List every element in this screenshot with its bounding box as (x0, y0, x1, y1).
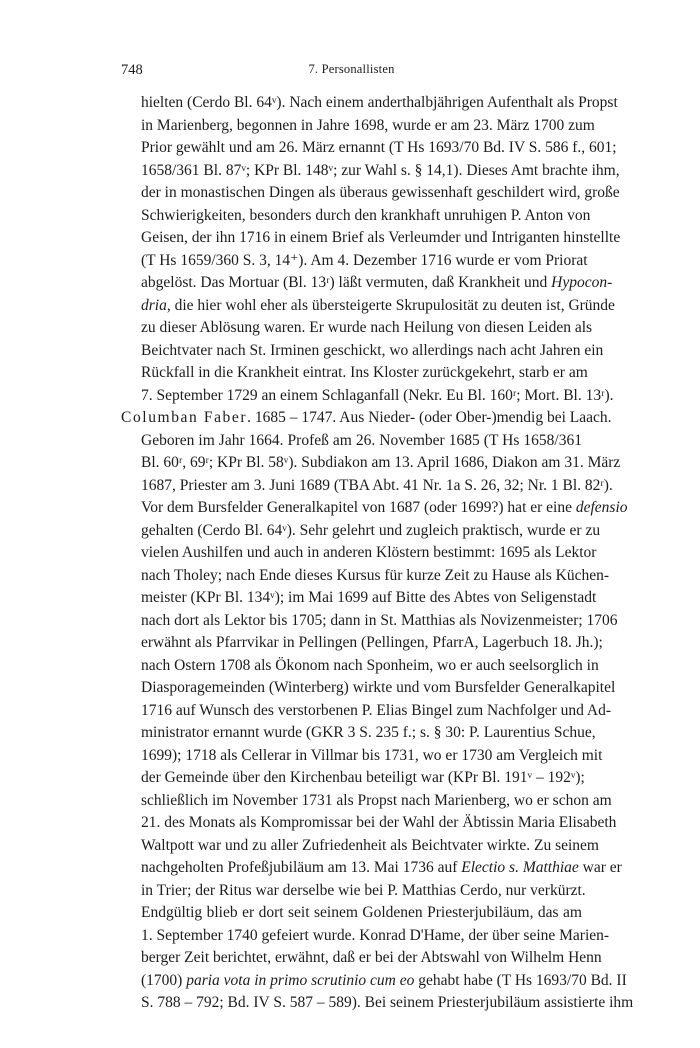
text-segment: Geboren im Jahr 1664. Profeß am 26. November 1685 (T Hs 1658/361 (141, 431, 582, 449)
text-line (121, 857, 622, 880)
text-segment: 1687, Priester am 3. Juni 1689 (TBA Abt. 41 Nr. 1a S. 26, 32; Nr. 1 Bl. 82ʳ). (141, 476, 613, 494)
text-line (121, 520, 601, 543)
text-line (121, 970, 627, 993)
text-line (121, 250, 588, 273)
text-line (121, 340, 604, 363)
text-segment: meister (KPr Bl. 134ᵛ); im Mai 1699 auf Bitte des Abtes von Seligenstadt (141, 589, 597, 606)
text-segment: nach Ostern 1708 als Ökonom nach Sponheim, wo er auch seelsorglich in (141, 656, 599, 674)
text-segment: , die hier wohl eher als übersteigerte Skrupulosität zu deuten ist, Gründe (166, 296, 615, 314)
text-line (121, 182, 620, 205)
text-segment: berger Zeit berichtet, erwähnt, daß er bei der Abtswahl von Wilhelm Henn (141, 949, 602, 966)
text-segment: 7. September 1729 an einem Schlaganfall (Nekr. Eu Bl. 160ʳ; Mort. Bl. 13ʳ). (141, 386, 614, 404)
text-segment: gehabt habe (T Hs 1693/70 Bd. II (414, 971, 627, 989)
text-segment: 21. des Monats als Kompromissar bei der Wahl der Äbtissin Maria Elisabeth (141, 814, 617, 831)
text-line (121, 205, 591, 228)
text-segment: gehalten (Cerdo Bl. 64ᵛ). Sehr gelehrt und zugleich praktisch, wurde er zu (141, 521, 601, 539)
text-segment: Beichtvater nach St. Irminen geschickt, wo allerdings nach acht Jahren ein (141, 341, 604, 359)
text-line (121, 880, 586, 903)
text-segment: abgelöst. Das Mortuar (Bl. 13ʳ) läßt vermuten, daß Krankheit und (141, 274, 552, 291)
text-line (121, 475, 613, 498)
text-line (121, 655, 599, 678)
text-segment: vielen Aushilfen und auch in anderen Klöstern bestimmt: 1695 als Lektor (141, 544, 597, 561)
text-line (121, 362, 588, 385)
italic-text: Hypocon- (551, 274, 613, 291)
text-segment: nach Tholey; nach Ende dieses Kursus für kurze Zeit zu Hause als Küchen- (141, 566, 609, 584)
text-line (121, 722, 596, 745)
text-line (121, 385, 614, 408)
text-line (121, 430, 582, 453)
text-line (121, 542, 597, 565)
text-line (121, 227, 621, 250)
text-segment: Waltpott war und zu aller Zufriedenheit als Beichtvater wirkte. Zu seinem (141, 836, 599, 854)
italic-text: Electio s. Matthiae (461, 859, 579, 876)
text-segment: S. 788 – 792; Bd. IV S. 587 – 589). Bei seinem Priesterjubiläum assistierte ihm (141, 994, 634, 1011)
text-segment: 1716 auf Wunsch des verstorbenen P. Elias Bingel zum Nachfolger und Ad- (141, 701, 612, 719)
text-line (121, 790, 612, 813)
italic-text: dria (141, 296, 167, 314)
text-segment: Endgültig blieb er dort seit seinem Goldenen Priesterjubiläum, das am (141, 904, 582, 921)
text-segment: in Marienberg, begonnen in Jahre 1698, wurde er am 23. März 1700 zum (141, 116, 595, 134)
text-segment: schließlich im November 1731 als Propst nach Marienberg, wo er schon am (141, 791, 612, 809)
italic-text: defensio (575, 499, 628, 516)
text-segment: 1. September 1740 gefeiert wurde. Konrad D'Hame, der über seine Marien- (141, 926, 610, 944)
text-line (121, 745, 603, 768)
text-line (121, 610, 618, 633)
text-line (121, 812, 617, 835)
text-segment: . 1685 – 1747. Aus Nieder- (oder Ober-)mendig bei Laach. (247, 409, 612, 426)
running-head (121, 62, 582, 80)
text-line (121, 407, 612, 430)
text-segment: zu dieser Ablösung waren. Er wurde nach Heilung von diesen Leiden als (141, 319, 593, 336)
text-segment: Rückfall in die Krankheit eintrat. Ins Kloster zurückgekehrt, starb er am (141, 364, 588, 381)
text-line (121, 115, 595, 138)
text-line (121, 587, 597, 610)
text-line (121, 295, 615, 318)
body-text (121, 92, 634, 1015)
text-segment: war er (578, 859, 622, 876)
text-line (121, 452, 621, 475)
text-segment: Diasporagemeinden (Winterberg) wirkte und vom Bursfelder Generalkapitel (141, 679, 616, 696)
text-line (121, 947, 602, 970)
text-segment: Bl. 60ʳ, 69ʳ; KPr Bl. 58ᵛ). Subdiakon am 13. April 1686, Diakon am 31. März (141, 454, 621, 471)
text-line (121, 92, 618, 115)
text-segment: nachgeholten Profeßjubiläum am 13. Mai 1736 auf (141, 859, 462, 876)
text-line (121, 902, 582, 925)
text-segment: in Trier; der Ritus war derselbe wie bei P. Matthias Cerdo, nur verkürzt. (141, 881, 586, 899)
italic-text: paria vota in primo scrutinio cum eo (186, 971, 415, 989)
text-segment: Vor dem Bursfelder Generalkapitel von 1687 (oder 1699?) hat er eine (141, 499, 576, 516)
text-line (121, 317, 593, 340)
text-segment: hielten (Cerdo Bl. 64ᵛ). Nach einem anderthalbjährigen Aufenthalt als Propst (141, 94, 618, 111)
text-line (121, 925, 610, 948)
text-segment: Schwierigkeiten, besonders durch den krankhaft unruhigen P. Anton von (141, 206, 591, 224)
text-line (121, 272, 613, 295)
entry-name: Columban Faber (121, 409, 248, 426)
text-line (121, 632, 603, 655)
text-line (121, 835, 599, 858)
text-segment: (1700) (141, 971, 187, 989)
text-line (121, 160, 620, 183)
text-segment: erwähnt als Pfarrvikar in Pellingen (Pellingen, PfarrA, Lagerbuch 18. Jh.); (141, 634, 603, 651)
text-segment: 1658/361 Bl. 87ᵛ; KPr Bl. 148ᵛ; zur Wahl s. § 14,1). Dieses Amt brachte ihm, (141, 161, 620, 179)
text-line (121, 767, 585, 790)
text-segment: Prior gewählt und am 26. März ernannt (T Hs 1693/70 Bd. IV S. 586 f., 601; (141, 139, 617, 156)
text-segment: (T Hs 1659/360 S. 3, 14⁺). Am 4. Dezember 1716 wurde er vom Priorat (141, 251, 588, 269)
text-line (121, 677, 616, 700)
text-segment: ministrator ernannt wurde (GKR 3 S. 235 f.; s. § 30: P. Laurentius Schue, (141, 724, 596, 741)
text-segment: der Gemeinde über den Kirchenbau beteiligt war (KPr Bl. 191ᵛ – 192ᵛ); (141, 769, 585, 786)
page-number: 748 (121, 62, 143, 78)
text-line (121, 497, 628, 520)
text-line (121, 565, 609, 588)
text-line (121, 992, 634, 1015)
text-line (121, 700, 612, 723)
text-segment: 1699); 1718 als Cellerar in Villmar bis 1731, wo er 1730 am Vergleich mit (141, 746, 603, 764)
text-segment: nach dort als Lektor bis 1705; dann in St. Matthias als Novizenmeister; 1706 (141, 611, 618, 629)
text-segment: der in monastischen Dingen als überaus gewissenhaft geschildert wird, große (141, 184, 620, 201)
text-line (121, 137, 617, 160)
section-title: 7. Personallisten (308, 62, 395, 76)
text-segment: Geisen, der ihn 1716 in einem Brief als Verleumder und Intriganten hinstellte (141, 229, 621, 246)
